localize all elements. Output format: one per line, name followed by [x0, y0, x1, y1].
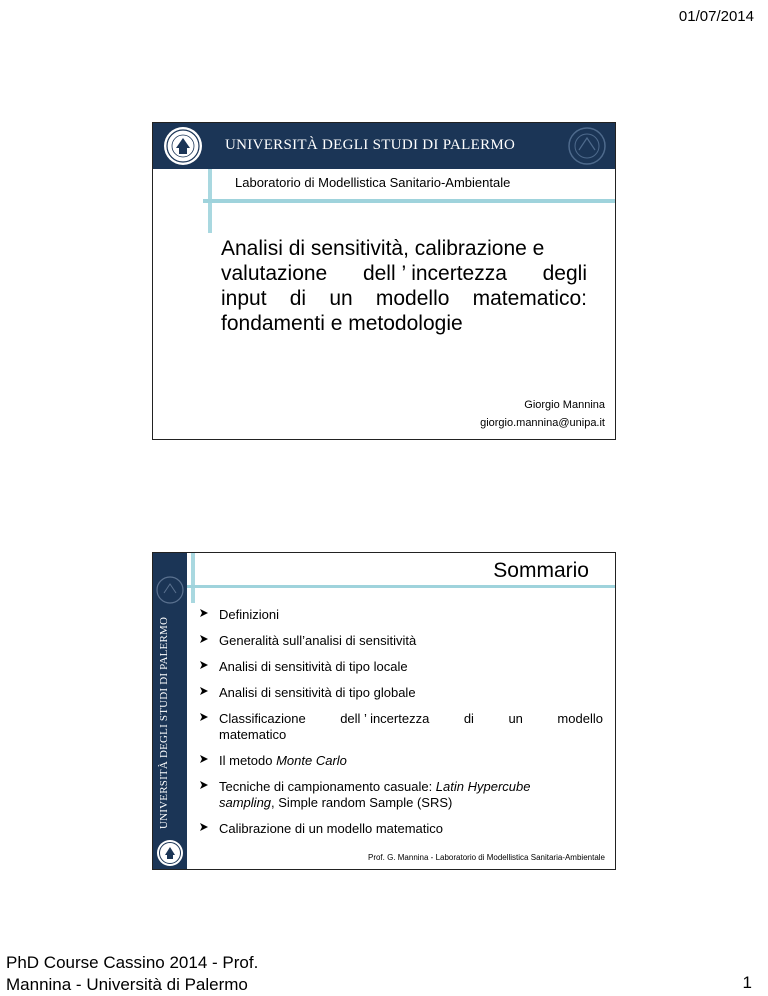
footer-line: PhD Course Cassino 2014 - Prof.: [6, 953, 259, 972]
page-footer: [6, 952, 306, 996]
title-word: valutazione: [221, 262, 328, 285]
university-seal-icon: [156, 839, 184, 867]
list-item: Tecniche di campionamento casuale: Latin Hypercube sampling, Simple random Sample (SRS): [199, 779, 603, 811]
list-item: Analisi di sensitività di tipo globale: [199, 685, 603, 701]
university-seal-icon: [163, 126, 203, 166]
arrow-bullet-icon: [199, 754, 209, 764]
page-date: 01/07/2014: [678, 8, 754, 25]
list-item-line-justified: Classificazione dell ’ incertezza di un modello: [219, 711, 603, 726]
author-email: giorgio.mannina@unipa.it: [480, 417, 605, 429]
slide-title: Sommario: [493, 559, 589, 582]
university-watermark-icon: [155, 575, 185, 605]
title-line: [221, 261, 587, 286]
title-word: degli: [542, 262, 587, 285]
list-item: Definizioni: [199, 607, 603, 623]
title-slide: [152, 122, 616, 440]
title-word: dell ’ incertezza: [362, 262, 507, 285]
summary-list: [199, 603, 603, 837]
university-watermark-icon: [567, 126, 607, 166]
arrow-bullet-icon: [199, 686, 209, 696]
accent-vertical-line: [191, 553, 195, 603]
accent-horizontal-line: [187, 585, 615, 588]
list-item: Calibrazione di un modello matematico: [199, 821, 603, 837]
list-item: Analisi di sensitività di tipo locale: [199, 659, 603, 675]
list-item: Generalità sull’analisi di sensitività: [199, 633, 603, 649]
slide-header-banner: [153, 123, 615, 169]
summary-slide: [152, 552, 616, 870]
slide-title: [221, 236, 587, 336]
accent-horizontal-line: [203, 199, 615, 203]
page-number: 1: [742, 973, 752, 992]
arrow-bullet-icon: [199, 712, 209, 722]
footer-line: Mannina - Università di Palermo: [6, 975, 248, 994]
slide-footer: Prof. G. Mannina - Laboratorio di Modellistica Sanitaria-Ambientale: [367, 853, 605, 862]
title-line: input di un modello matematico:: [221, 287, 587, 310]
title-line: fondamenti e metodologie: [221, 312, 463, 335]
university-name: UNIVERSITÀ DEGLI STUDI DI PALERMO: [225, 137, 516, 153]
lab-name: Laboratorio di Modellistica Sanitario-Ambientale: [235, 175, 511, 190]
arrow-bullet-icon: [199, 822, 209, 832]
list-item: Il metodo Monte Carlo: [199, 753, 603, 769]
arrow-bullet-icon: [199, 780, 209, 790]
author-name: Giorgio Mannina: [524, 399, 605, 411]
slide-side-banner: [153, 553, 187, 869]
arrow-bullet-icon: [199, 608, 209, 618]
arrow-bullet-icon: [199, 660, 209, 670]
title-line: Analisi di sensitività, calibrazione e: [221, 237, 545, 260]
list-item: Classificazione dell ’ incertezza di un modello matematico: [199, 711, 603, 743]
university-name-vertical: UNIVERSITÀ DEGLI STUDI DI PALERMO: [158, 616, 170, 829]
arrow-bullet-icon: [199, 634, 209, 644]
